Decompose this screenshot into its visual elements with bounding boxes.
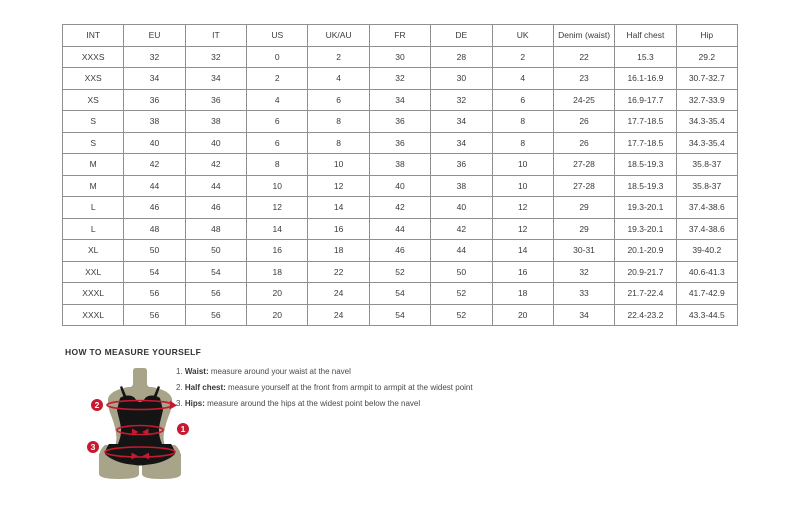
size-value-cell: 23 <box>553 68 614 90</box>
size-value-cell: 32 <box>185 46 246 68</box>
size-value-cell: 8 <box>308 111 369 133</box>
size-row <box>63 154 738 176</box>
size-value-cell: 54 <box>369 304 430 326</box>
size-value-cell: 2 <box>492 46 553 68</box>
size-value-cell: 24 <box>308 283 369 305</box>
size-value-cell: 28 <box>431 46 492 68</box>
size-value-cell: 34 <box>553 304 614 326</box>
size-row <box>63 46 738 68</box>
size-value-cell: 42 <box>431 218 492 240</box>
size-value-cell: 36 <box>369 132 430 154</box>
size-label-cell: XXL <box>63 261 124 283</box>
mannequin-neck <box>128 368 152 388</box>
size-value-cell: 20.1-20.9 <box>615 240 676 262</box>
size-value-cell: 52 <box>431 304 492 326</box>
size-value-cell: 12 <box>308 175 369 197</box>
size-row <box>63 68 738 90</box>
hips-badge-number: 3 <box>90 442 96 452</box>
size-value-cell: 46 <box>369 240 430 262</box>
size-value-cell: 50 <box>185 240 246 262</box>
header-row <box>63 25 738 47</box>
size-value-cell: 20 <box>247 283 308 305</box>
size-value-cell: 29.2 <box>676 46 737 68</box>
size-value-cell: 40 <box>431 197 492 219</box>
size-value-cell: 29 <box>553 197 614 219</box>
size-value-cell: 12 <box>247 197 308 219</box>
size-value-cell: 33 <box>553 283 614 305</box>
column-header: Hip <box>676 25 737 47</box>
size-value-cell: 30 <box>431 68 492 90</box>
size-label-cell: XXS <box>63 68 124 90</box>
size-value-cell: 27-28 <box>553 154 614 176</box>
size-row <box>63 111 738 133</box>
size-value-cell: 20 <box>492 304 553 326</box>
size-value-cell: 36 <box>431 154 492 176</box>
size-label-cell: XXXL <box>63 304 124 326</box>
size-chart-table <box>62 24 738 326</box>
column-header: UK <box>492 25 553 47</box>
size-value-cell: 34 <box>185 68 246 90</box>
size-row <box>63 240 738 262</box>
size-value-cell: 18 <box>308 240 369 262</box>
waist-badge-number: 1 <box>180 424 186 434</box>
size-value-cell: 32 <box>369 68 430 90</box>
measure-section-title: HOW TO MEASURE YOURSELF <box>65 347 202 357</box>
size-label-cell: L <box>63 197 124 219</box>
size-value-cell: 4 <box>308 68 369 90</box>
size-value-cell: 48 <box>124 218 185 240</box>
size-value-cell: 52 <box>369 261 430 283</box>
size-value-cell: 44 <box>369 218 430 240</box>
step-text: measure around the hips at the widest point below the navel <box>204 399 421 408</box>
size-value-cell: 21.7-22.4 <box>615 283 676 305</box>
size-value-cell: 16 <box>492 261 553 283</box>
size-value-cell: 18.5-19.3 <box>615 154 676 176</box>
size-value-cell: 38 <box>431 175 492 197</box>
size-value-cell: 50 <box>431 261 492 283</box>
size-label-cell: XS <box>63 89 124 111</box>
size-value-cell: 50 <box>124 240 185 262</box>
size-value-cell: 14 <box>308 197 369 219</box>
column-header: INT <box>63 25 124 47</box>
size-value-cell: 22 <box>553 46 614 68</box>
size-value-cell: 2 <box>308 46 369 68</box>
size-value-cell: 10 <box>492 175 553 197</box>
size-value-cell: 34 <box>124 68 185 90</box>
size-row <box>63 132 738 154</box>
size-value-cell: 15.3 <box>615 46 676 68</box>
size-value-cell: 38 <box>185 111 246 133</box>
size-value-cell: 40.6-41.3 <box>676 261 737 283</box>
size-value-cell: 52 <box>431 283 492 305</box>
size-value-cell: 35.8-37 <box>676 154 737 176</box>
size-value-cell: 32 <box>431 89 492 111</box>
size-value-cell: 22.4-23.2 <box>615 304 676 326</box>
size-value-cell: 44 <box>185 175 246 197</box>
size-value-cell: 26 <box>553 111 614 133</box>
size-value-cell: 36 <box>124 89 185 111</box>
size-chart-header-row <box>63 25 738 47</box>
size-value-cell: 27-28 <box>553 175 614 197</box>
size-value-cell: 29 <box>553 218 614 240</box>
measure-steps-list <box>176 364 473 412</box>
column-header: Half chest <box>615 25 676 47</box>
size-value-cell: 56 <box>185 283 246 305</box>
step-label: Half chest: <box>184 383 226 392</box>
size-value-cell: 43.3-44.5 <box>676 304 737 326</box>
size-value-cell: 34 <box>369 89 430 111</box>
column-header: EU <box>124 25 185 47</box>
column-header: DE <box>431 25 492 47</box>
size-value-cell: 16 <box>308 218 369 240</box>
size-value-cell: 54 <box>369 283 430 305</box>
measure-step-hips <box>176 396 473 412</box>
size-value-cell: 2 <box>247 68 308 90</box>
size-value-cell: 18.5-19.3 <box>615 175 676 197</box>
size-value-cell: 30.7-32.7 <box>676 68 737 90</box>
size-value-cell: 4 <box>492 68 553 90</box>
size-value-cell: 35.8-37 <box>676 175 737 197</box>
size-value-cell: 41.7-42.9 <box>676 283 737 305</box>
size-value-cell: 42 <box>124 154 185 176</box>
size-row <box>63 89 738 111</box>
size-value-cell: 34 <box>431 132 492 154</box>
size-value-cell: 46 <box>124 197 185 219</box>
size-row <box>63 218 738 240</box>
size-value-cell: 32.7-33.9 <box>676 89 737 111</box>
size-value-cell: 54 <box>185 261 246 283</box>
size-value-cell: 17.7-18.5 <box>615 111 676 133</box>
size-value-cell: 14 <box>492 240 553 262</box>
size-chart-body <box>63 46 738 326</box>
column-header: Denim (waist) <box>553 25 614 47</box>
size-value-cell: 4 <box>247 89 308 111</box>
size-value-cell: 36 <box>185 89 246 111</box>
size-value-cell: 16 <box>247 240 308 262</box>
column-header: UK/AU <box>308 25 369 47</box>
size-value-cell: 38 <box>369 154 430 176</box>
size-value-cell: 6 <box>308 89 369 111</box>
size-value-cell: 32 <box>553 261 614 283</box>
size-value-cell: 34 <box>431 111 492 133</box>
size-value-cell: 32 <box>124 46 185 68</box>
column-header: IT <box>185 25 246 47</box>
size-value-cell: 16.1-16.9 <box>615 68 676 90</box>
size-value-cell: 10 <box>492 154 553 176</box>
step-number: 2. <box>176 383 185 392</box>
size-value-cell: 22 <box>308 261 369 283</box>
size-value-cell: 56 <box>124 283 185 305</box>
size-value-cell: 18 <box>492 283 553 305</box>
size-row <box>63 304 738 326</box>
size-value-cell: 8 <box>492 111 553 133</box>
step-number: 3. <box>176 399 185 408</box>
size-value-cell: 39-40.2 <box>676 240 737 262</box>
step-text: measure yourself at the front from armpit to armpit at the widest point <box>225 383 473 392</box>
size-value-cell: 12 <box>492 197 553 219</box>
step-text: measure around your waist at the navel <box>208 367 351 376</box>
size-value-cell: 46 <box>185 197 246 219</box>
size-value-cell: 20 <box>247 304 308 326</box>
size-value-cell: 44 <box>431 240 492 262</box>
size-row <box>63 175 738 197</box>
chest-badge-number: 2 <box>94 400 100 410</box>
step-label: Hips: <box>184 399 205 408</box>
size-value-cell: 44 <box>124 175 185 197</box>
size-value-cell: 34.3-35.4 <box>676 132 737 154</box>
size-label-cell: M <box>63 175 124 197</box>
size-label-cell: S <box>63 111 124 133</box>
column-header: FR <box>369 25 430 47</box>
size-label-cell: M <box>63 154 124 176</box>
size-value-cell: 16.9-17.7 <box>615 89 676 111</box>
size-value-cell: 18 <box>247 261 308 283</box>
step-label: Waist: <box>184 367 209 376</box>
size-value-cell: 6 <box>492 89 553 111</box>
size-value-cell: 8 <box>308 132 369 154</box>
size-label-cell: XXXL <box>63 283 124 305</box>
size-value-cell: 17.7-18.5 <box>615 132 676 154</box>
measure-step-waist <box>176 364 473 380</box>
size-value-cell: 10 <box>247 175 308 197</box>
step-number: 1. <box>176 367 185 376</box>
size-value-cell: 6 <box>247 111 308 133</box>
size-value-cell: 48 <box>185 218 246 240</box>
size-value-cell: 24 <box>308 304 369 326</box>
size-value-cell: 10 <box>308 154 369 176</box>
size-value-cell: 0 <box>247 46 308 68</box>
size-value-cell: 42 <box>185 154 246 176</box>
size-value-cell: 14 <box>247 218 308 240</box>
size-value-cell: 40 <box>124 132 185 154</box>
size-label-cell: XXXS <box>63 46 124 68</box>
size-row <box>63 197 738 219</box>
size-value-cell: 30 <box>369 46 430 68</box>
size-value-cell: 54 <box>124 261 185 283</box>
size-label-cell: L <box>63 218 124 240</box>
size-value-cell: 36 <box>369 111 430 133</box>
measure-step-half-chest <box>176 380 473 396</box>
size-value-cell: 56 <box>185 304 246 326</box>
size-label-cell: S <box>63 132 124 154</box>
size-value-cell: 38 <box>124 111 185 133</box>
size-label-cell: XL <box>63 240 124 262</box>
size-value-cell: 20.9-21.7 <box>615 261 676 283</box>
size-value-cell: 40 <box>185 132 246 154</box>
size-value-cell: 8 <box>247 154 308 176</box>
camisole-top <box>117 396 163 444</box>
size-row <box>63 261 738 283</box>
column-header: US <box>247 25 308 47</box>
size-value-cell: 6 <box>247 132 308 154</box>
size-value-cell: 42 <box>369 197 430 219</box>
size-value-cell: 37.4-38.6 <box>676 218 737 240</box>
size-value-cell: 19.3-20.1 <box>615 218 676 240</box>
size-value-cell: 40 <box>369 175 430 197</box>
size-value-cell: 56 <box>124 304 185 326</box>
size-value-cell: 26 <box>553 132 614 154</box>
size-value-cell: 8 <box>492 132 553 154</box>
size-value-cell: 19.3-20.1 <box>615 197 676 219</box>
size-value-cell: 37.4-38.6 <box>676 197 737 219</box>
size-value-cell: 24-25 <box>553 89 614 111</box>
size-value-cell: 30-31 <box>553 240 614 262</box>
size-value-cell: 12 <box>492 218 553 240</box>
size-row <box>63 283 738 305</box>
size-value-cell: 34.3-35.4 <box>676 111 737 133</box>
